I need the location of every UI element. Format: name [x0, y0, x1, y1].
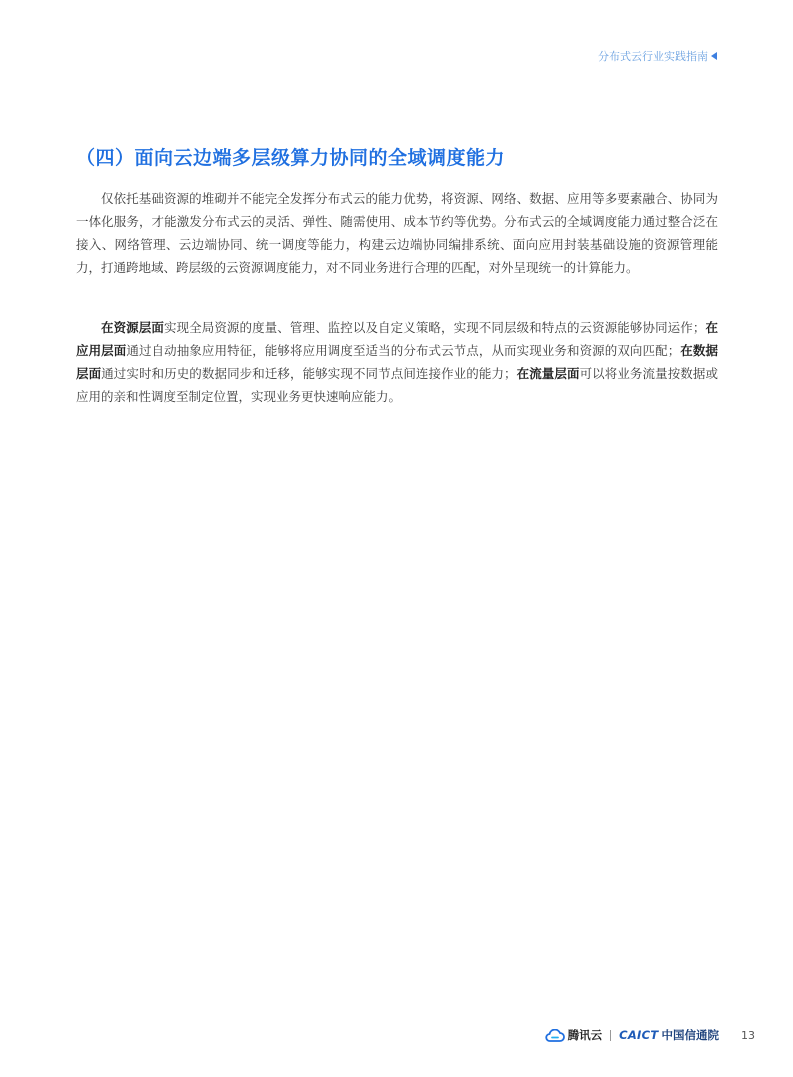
- tencent-cloud-name: 腾讯云: [567, 1028, 603, 1042]
- caict-logo: [619, 1027, 719, 1043]
- section-title: （四）面向云边端多层级算力协同的全域调度能力: [76, 147, 506, 169]
- data-layer-text: 通过实时和历史的数据同步和迁移，能够实现不同节点间连接作业的能力；: [101, 366, 517, 381]
- resource-layer-text: 实现全局资源的度量、管理、监控以及自定义策略，实现不同层级和特点的云资源能够协同运作；: [163, 320, 706, 335]
- page-number: 13: [741, 1028, 755, 1042]
- paragraph-overview: 仅依托基础资源的堆砌并不能完全发挥分布式云的能力优势，将资源、网络、数据、应用等多要素融合、协同为一体化服务，才能激发分布式云的灵活、弹性、随需使用、成本节约等优势。分布式云的全域调度能力通过整合泛在接入、网络管理、云边端协同、统一调度等能力，构建云边端协同编排系统、面向应用封装基础设施的资源管理能力，打通跨地域、跨层级的云资源调度能力，对不同业务进行合理的匹配，对外呈现统一的计算能力。: [76, 191, 718, 275]
- traffic-layer-label: 在流量层面: [516, 366, 580, 381]
- triangle-left-icon: [711, 52, 717, 60]
- resource-layer-label: 在资源层面: [101, 320, 164, 335]
- application-layer-text: 通过自动抽象应用特征，能够将应用调度至适当的分布式云节点，从而实现业务和资源的双向匹配；: [126, 343, 681, 358]
- traffic-layer-text: 可以将业务流量按数据或应用的亲和性调度至制定位置，实现业务更快速响应能力。: [76, 366, 718, 404]
- caict-chinese-name: 中国信通院: [661, 1028, 719, 1042]
- running-header-title: 分布式云行业实践指南: [598, 50, 708, 63]
- data-layer-label: 在数据层面: [76, 343, 718, 381]
- logo-divider: [610, 1030, 611, 1041]
- paragraph-layers: [76, 316, 718, 408]
- caict-mark: CAICT: [619, 1028, 659, 1042]
- running-header: [598, 48, 717, 64]
- cloud-icon: [545, 1029, 565, 1042]
- application-layer-label: 在应用层面: [76, 320, 718, 358]
- footer: [545, 1027, 755, 1043]
- tencent-cloud-logo: [545, 1027, 603, 1043]
